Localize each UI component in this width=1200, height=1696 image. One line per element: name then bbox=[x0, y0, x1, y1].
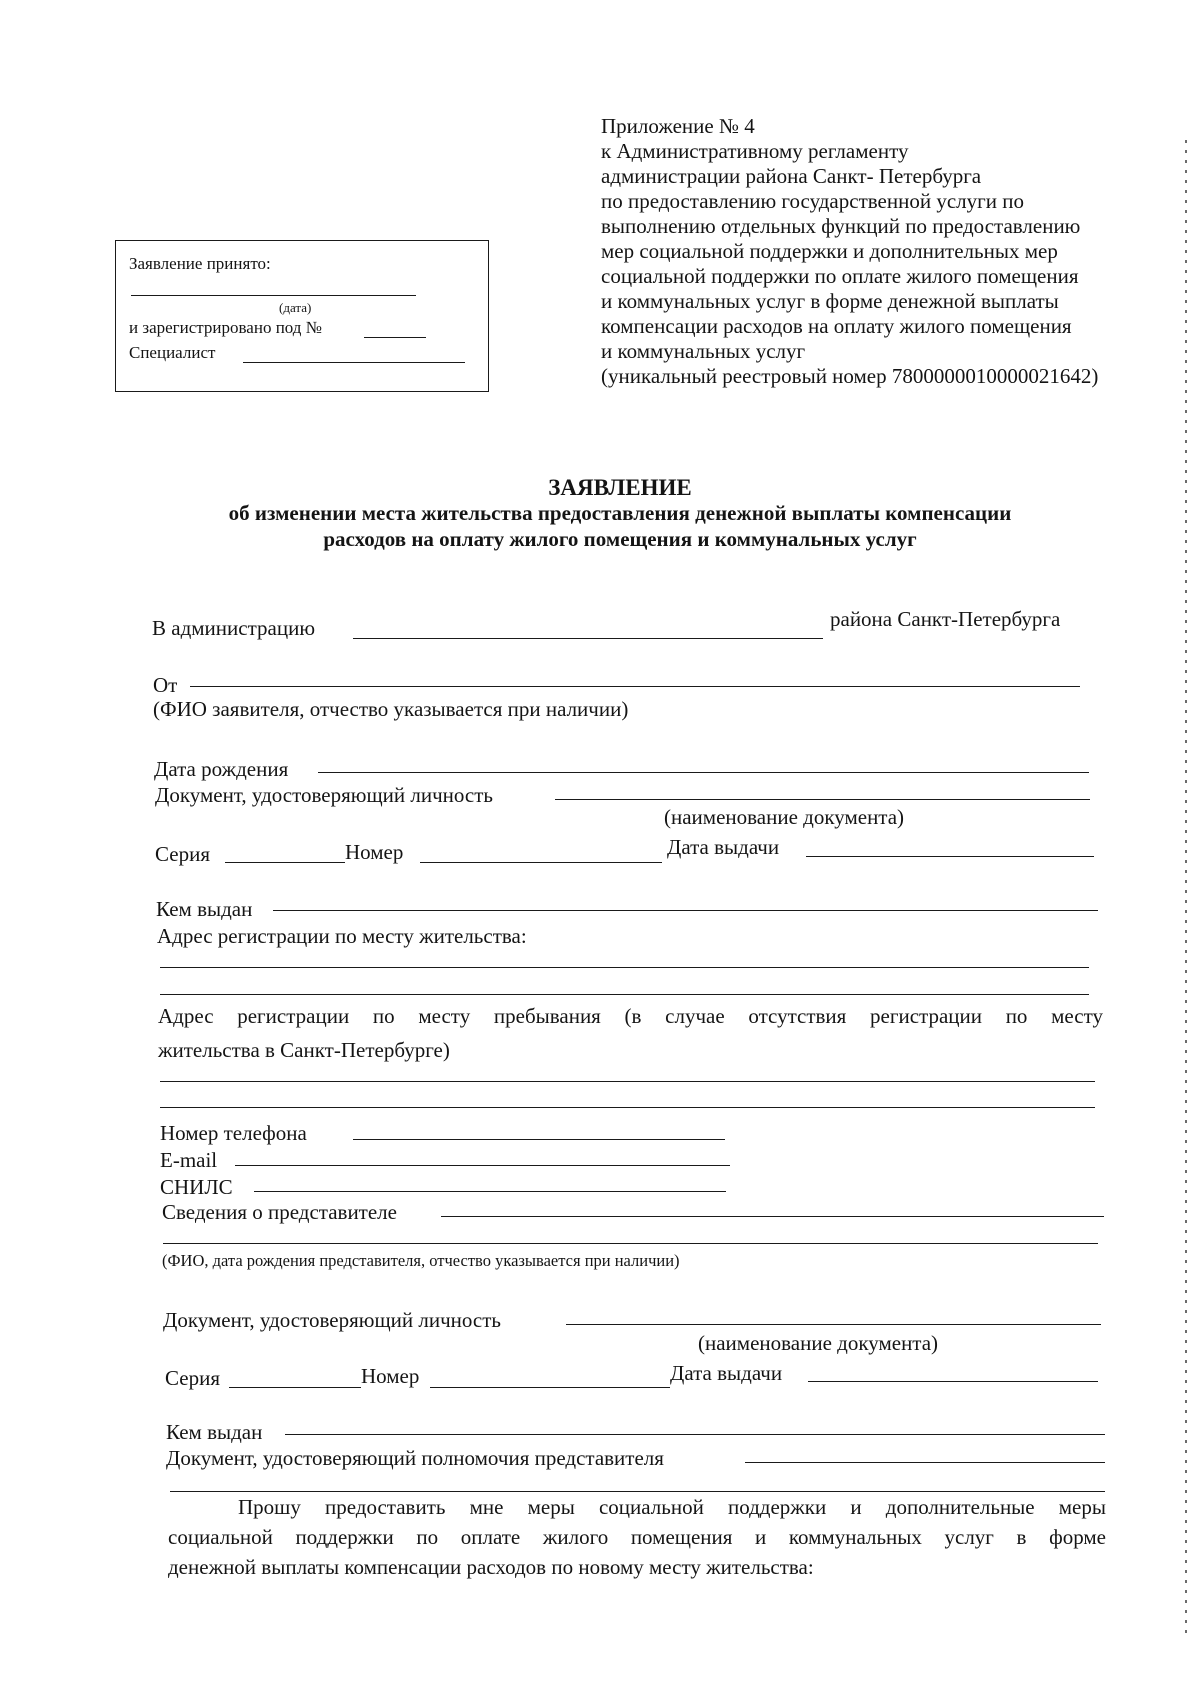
rep-id-document-field[interactable] bbox=[566, 1324, 1101, 1325]
to-admin-label: В администрацию bbox=[152, 616, 316, 640]
rep-number-label: Номер bbox=[361, 1364, 420, 1388]
series-field[interactable] bbox=[225, 862, 345, 863]
appendix-line: и коммунальных услуг bbox=[601, 339, 806, 363]
birth-date-field[interactable] bbox=[318, 772, 1089, 773]
appendix-line: мер социальной поддержки и дополнительных мер bbox=[601, 239, 1058, 263]
from-label: От bbox=[153, 673, 178, 697]
rep-issued-by-label: Кем выдан bbox=[166, 1420, 263, 1444]
rep-number-field[interactable] bbox=[430, 1387, 670, 1388]
document-subtitle: расходов на оплату жилого помещения и коммунальных услуг bbox=[323, 527, 917, 551]
appendix-line: по предоставлению государственной услуги по bbox=[601, 189, 1024, 213]
registration-number-line[interactable] bbox=[364, 337, 426, 338]
issued-by-label: Кем выдан bbox=[156, 897, 253, 921]
phone-field[interactable] bbox=[353, 1139, 725, 1140]
document-subtitle: об изменении места жительства предоставления денежной выплаты компенсации bbox=[228, 501, 1012, 525]
request-text-3: денежной выплаты компенсации расходов по новому месту жительства: bbox=[168, 1555, 814, 1579]
stay-address-label-cont: жительства в Санкт-Петербурге) bbox=[158, 1038, 450, 1062]
doc-name-hint: (наименование документа) bbox=[664, 805, 905, 829]
stay-address-field-1[interactable] bbox=[160, 1081, 1095, 1082]
appendix-line: к Административному регламенту bbox=[601, 139, 909, 163]
reg-address-field-2[interactable] bbox=[160, 994, 1089, 995]
scan-edge-marks bbox=[1180, 140, 1192, 1640]
specialist-line[interactable] bbox=[243, 362, 465, 363]
issued-by-field[interactable] bbox=[273, 910, 1098, 911]
series-label: Серия bbox=[155, 842, 210, 866]
id-document-label: Документ, удостоверяющий личность bbox=[155, 783, 493, 807]
appendix-line: выполнению отдельных функций по предоставлению bbox=[601, 214, 1081, 238]
request-text-2: социальной поддержки по оплате жилого помещения и коммунальных услуг в форме bbox=[168, 1525, 1106, 1549]
accepted-label: Заявление принято: bbox=[129, 254, 271, 273]
appendix-line: компенсации расходов на оплату жилого помещения bbox=[601, 314, 1072, 338]
authority-doc-field-2[interactable] bbox=[170, 1491, 1105, 1492]
admin-district-field[interactable] bbox=[353, 638, 823, 639]
representative-fio-hint: (ФИО, дата рождения представителя, отчество указывается при наличии) bbox=[162, 1251, 680, 1270]
date-line[interactable] bbox=[131, 295, 416, 296]
phone-label: Номер телефона bbox=[160, 1121, 307, 1145]
representative-field[interactable] bbox=[441, 1216, 1104, 1217]
id-document-field[interactable] bbox=[555, 799, 1090, 800]
document-title: ЗАЯВЛЕНИЕ bbox=[548, 475, 692, 500]
appendix-line: и коммунальных услуг в форме денежной выплаты bbox=[601, 289, 1059, 313]
birth-date-label: Дата рождения bbox=[154, 757, 289, 781]
stay-address-label: Адрес регистрации по месту пребывания (в случае отсутствия регистрации по месту bbox=[158, 1004, 1103, 1028]
snils-field[interactable] bbox=[254, 1191, 726, 1192]
issue-date-label: Дата выдачи bbox=[667, 835, 780, 859]
authority-doc-field[interactable] bbox=[745, 1462, 1105, 1463]
number-field[interactable] bbox=[420, 862, 662, 863]
representative-label: Сведения о представителе bbox=[162, 1200, 397, 1224]
applicant-fio-field[interactable] bbox=[190, 686, 1080, 687]
rep-doc-name-hint: (наименование документа) bbox=[698, 1331, 939, 1355]
appendix-line: Приложение № 4 bbox=[601, 114, 755, 138]
fio-hint: (ФИО заявителя, отчество указывается при наличии) bbox=[153, 697, 629, 721]
stay-address-field-2[interactable] bbox=[160, 1107, 1095, 1108]
reg-address-field-1[interactable] bbox=[160, 967, 1089, 968]
number-label: Номер bbox=[345, 840, 404, 864]
email-label: E-mail bbox=[160, 1148, 218, 1172]
issue-date-field[interactable] bbox=[806, 856, 1094, 857]
appendix-line: социальной поддержки по оплате жилого помещения bbox=[601, 264, 1079, 288]
rep-id-document-label: Документ, удостоверяющий личность bbox=[163, 1308, 501, 1332]
representative-field-2[interactable] bbox=[163, 1243, 1098, 1244]
appendix-line: администрации района Санкт- Петербурга bbox=[601, 164, 982, 188]
reg-address-label: Адрес регистрации по месту жительства: bbox=[157, 924, 527, 948]
date-hint: (дата) bbox=[279, 300, 312, 315]
rep-issued-by-field[interactable] bbox=[285, 1434, 1105, 1435]
snils-label: СНИЛС bbox=[160, 1175, 233, 1199]
email-field[interactable] bbox=[235, 1165, 730, 1166]
rep-issue-date-label: Дата выдачи bbox=[670, 1361, 783, 1385]
rep-series-field[interactable] bbox=[229, 1387, 361, 1388]
registered-label: и зарегистрировано под № bbox=[129, 318, 322, 337]
authority-doc-label: Документ, удостоверяющий полномочия представителя bbox=[166, 1446, 664, 1470]
specialist-label: Специалист bbox=[129, 343, 216, 362]
appendix-line: (уникальный реестровый номер 7800000010000021642) bbox=[601, 364, 1099, 388]
district-label: района Санкт-Петербурга bbox=[830, 607, 1061, 631]
request-text-1: Прошу предоставить мне меры социальной поддержки и дополнительные меры bbox=[238, 1495, 1106, 1519]
intake-box bbox=[115, 240, 489, 392]
rep-series-label: Серия bbox=[165, 1366, 220, 1390]
rep-issue-date-field[interactable] bbox=[808, 1381, 1098, 1382]
